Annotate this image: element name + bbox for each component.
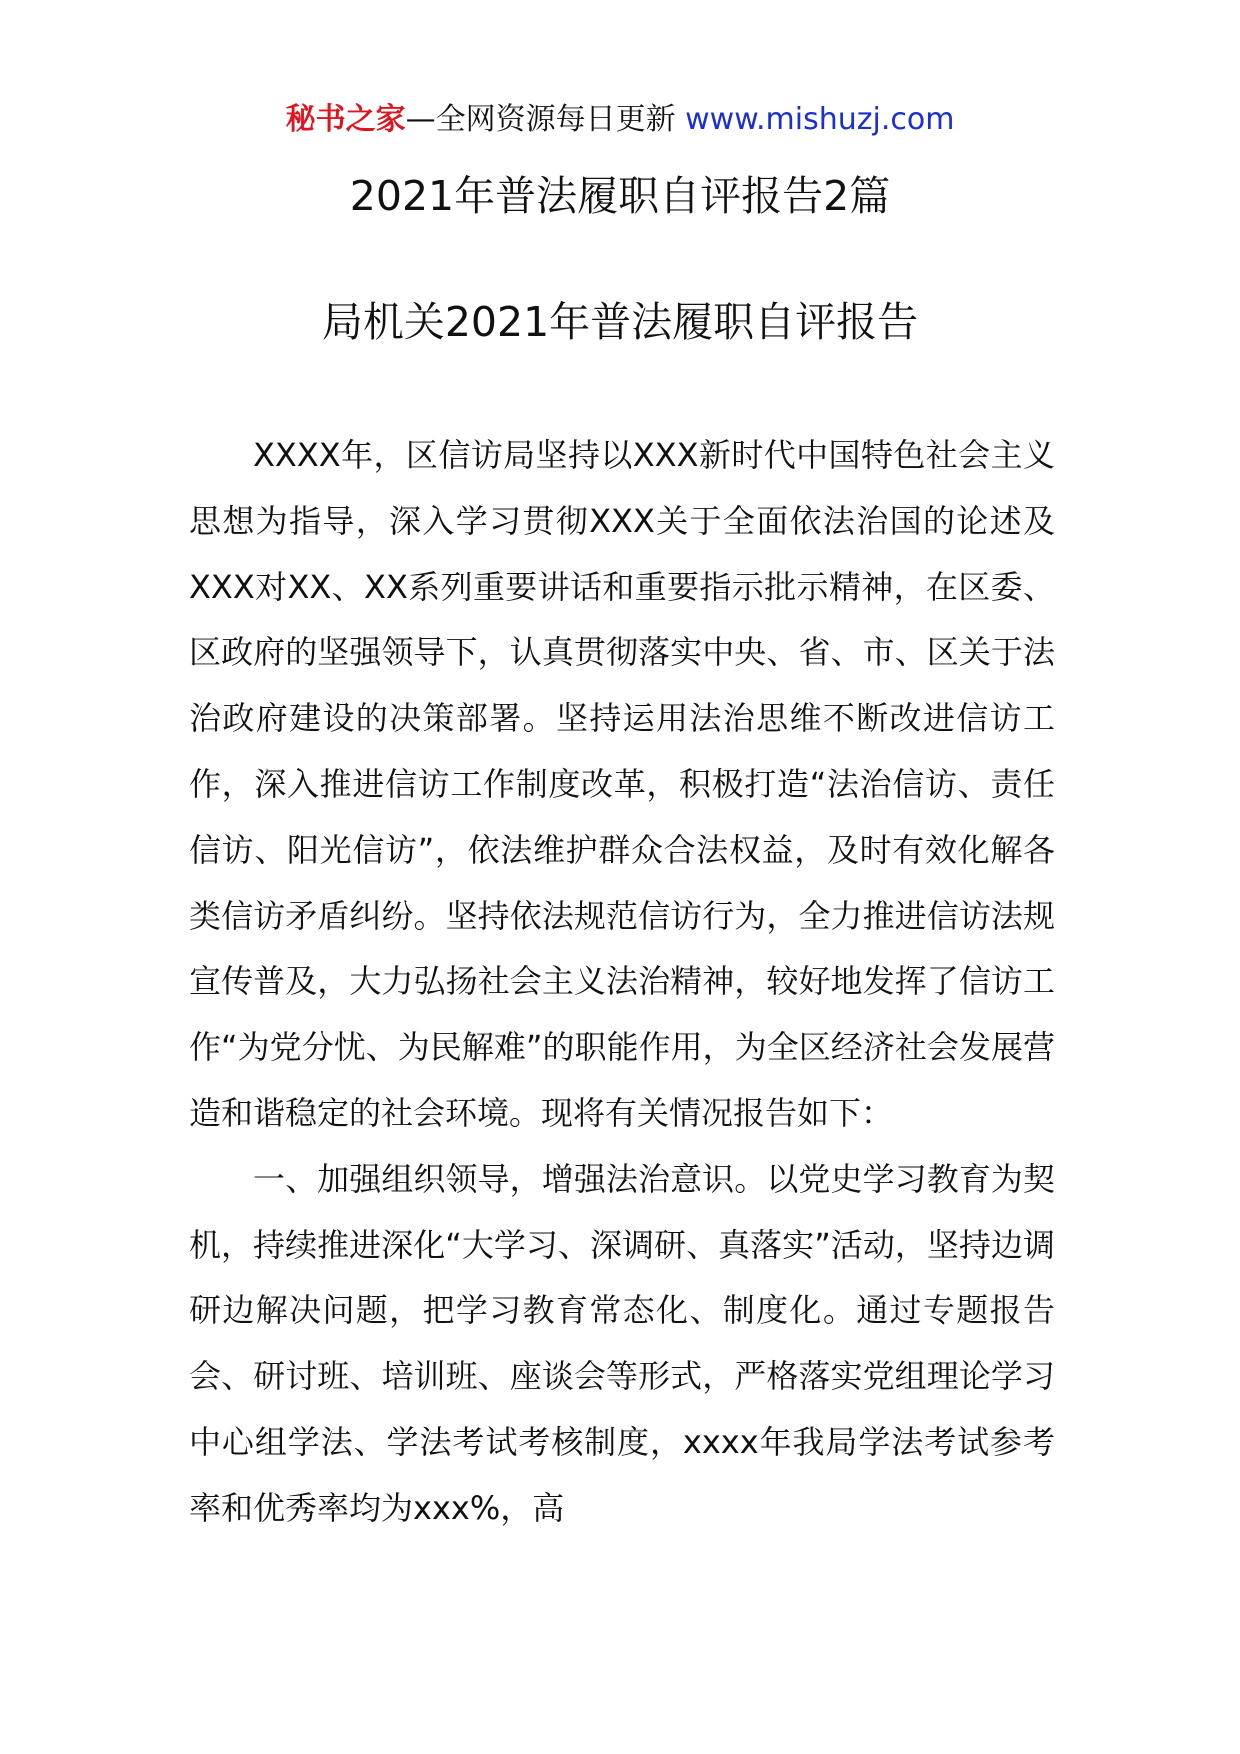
site-header [0,100,1240,140]
document-subtitle: 局机关2021年普法履职自评报告 [321,298,919,346]
body-paragraph-section-1: 一、加强组织领导，增强法治意识。以党史学习教育为契机，持续推进深化“大学习、深调研、真落实”活动，坚持边调研边解决问题，把学习教育常态化、制度化。通过专题报告会、研讨班、培训班、座谈会等形式，严格落实党组理论学习中心组学法、学法考试考核制度，xxxx年我局学法考试参考率和优秀率均为xxx%，高 [189,1159,1055,1527]
site-url-link[interactable]: www.mishuzj.com [685,102,955,137]
document-title: 2021年普法履职自评报告2篇 [349,172,891,220]
brand-name: 秘书之家 [285,102,406,137]
body-paragraph-intro: XXXX年，区信访局坚持以XXX新时代中国特色社会主义思想为指导，深入学习贯彻XXX关于全面依法治国的论述及XXX对XX、XX系列重要讲话和重要指示批示精神，在区委、区政府的坚强领导下，认真贯彻落实中央、省、市、区关于法治政府建设的决策部署。坚持运用法治思维不断改进信访工作，深入推进信访工作制度改革，积极打造“法治信访、责任信访、阳光信访”，依法维护群众合法权益，及时有效化解各类信访矛盾纠纷。坚持依法规范信访行为，全力推进信访法规宣传普及，大力弘扬社会主义法治精神，较好地发挥了信访工作“为党分忧、为民解难”的职能作用，为全区经济社会发展营造和谐稳定的社会环境。现将有关情况报告如下： [189,436,1055,1132]
header-slogan: —全网资源每日更新 [405,102,676,137]
document-body [189,423,1055,1542]
